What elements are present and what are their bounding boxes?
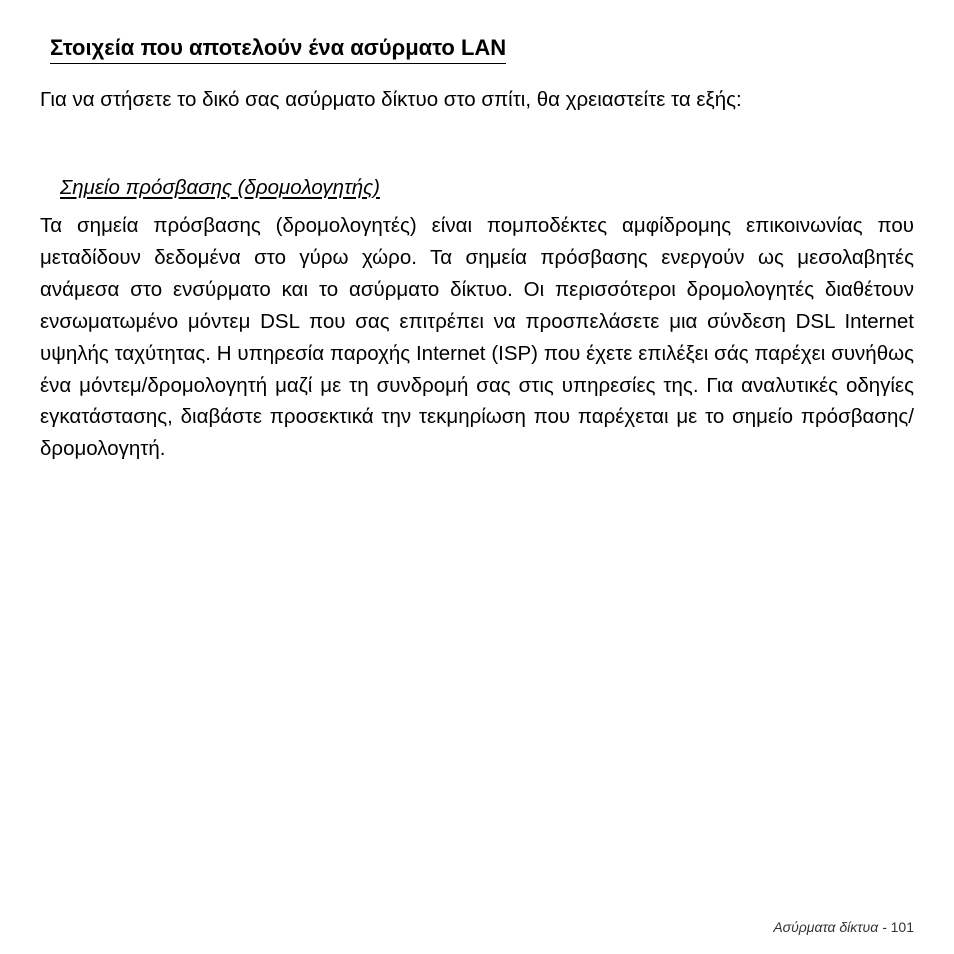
subsection-heading: Σημείο πρόσβασης (δρομολογητής): [60, 176, 380, 199]
page-number: 101: [890, 919, 914, 935]
body-paragraph: Τα σημεία πρόσβασης (δρομολογητές) είναι πομποδέκτες αμφίδρομης επικοινωνίας που μεταδίδουν δεδομένα στο γύρω χώρο. Τα σημεία πρόσβασης ενεργούν ως μεσολαβητές ανάμεσα στο ενσύρματο και το ασύρματο δίκτυο. Οι περισσότεροι δρομολογητές διαθέτουν ενσωματωμένο μόντεμ DSL που σας επιτρέπει να προσπελάσετε μια σύνδεση DSL Internet υψηλής ταχύτητας. Η υπηρεσία παροχής Internet (ISP) που έχετε επιλέξει σάς παρέχει συνήθως ένα μόντεμ/δρομολογητή μαζί με τη συνδρομή σας στις υπηρεσίες της. Για αναλυτικές οδηγίες εγκατάστασης, διαβάστε προσεκτικά την τεκμηρίωση που παρέχεται με το σημείο πρόσβασης/δρομολογητή.: [40, 214, 914, 461]
section-heading: Στοιχεία που αποτελούν ένα ασύρματο LAN: [50, 34, 506, 64]
footer-separator: -: [878, 919, 891, 935]
intro-paragraph: Για να στήσετε το δικό σας ασύρματο δίκτυο στο σπίτι, θα χρειαστείτε τα εξής:: [40, 88, 742, 111]
page-footer: [773, 917, 914, 937]
footer-section-title: Ασύρματα δίκτυα: [773, 919, 879, 935]
